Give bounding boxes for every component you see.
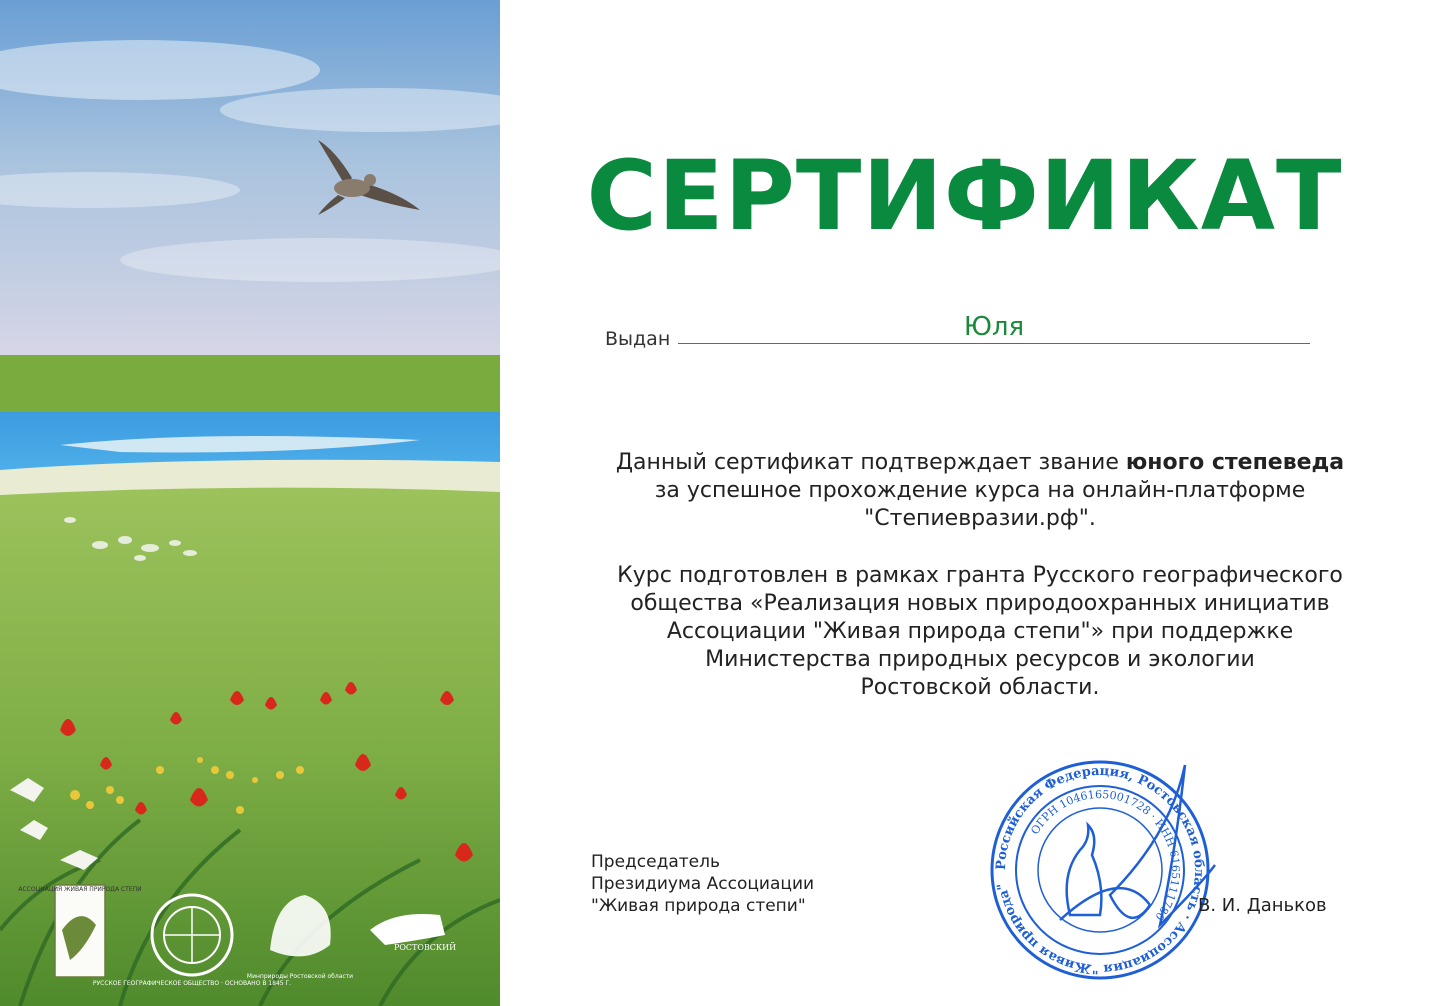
confirmation-line3: "Степиевразии.рф". bbox=[864, 506, 1096, 531]
chair-title bbox=[591, 851, 814, 917]
chair-line2: Президиума Ассоциации bbox=[591, 874, 815, 894]
confirmation-line1: Данный сертификат подтверждает звание bbox=[615, 450, 1126, 475]
logo3-label: Минприроды Ростовской области bbox=[246, 973, 354, 980]
grant-line4: Министерства природных ресурсов и экологии bbox=[705, 647, 1255, 672]
recipient-name: Юля bbox=[963, 312, 1025, 342]
stamp-ring-text: Российская Федерация, Ростовская область · Ассоциация "Живая природа" bbox=[993, 763, 1207, 977]
grant-paragraph bbox=[560, 562, 1400, 702]
logo4-label: РОСТОВСКИЙ bbox=[393, 943, 457, 952]
grant-line3: Ассоциации "Живая природа степи"» при поддержке bbox=[666, 619, 1294, 644]
official-stamp bbox=[970, 745, 1230, 985]
steppe-illustration bbox=[0, 0, 500, 1006]
chair-line1: Председатель bbox=[591, 852, 721, 872]
grant-line1: Курс подготовлен в рамках гранта Русского географического bbox=[617, 563, 1343, 588]
recipient-underline bbox=[678, 343, 1310, 344]
certificate-content bbox=[500, 0, 1429, 1006]
logo1-label: АССОЦИАЦИЯ ЖИВАЯ ПРИРОДА СТЕПИ bbox=[18, 886, 142, 893]
grant-line2: общества «Реализация новых природоохранных инициатив bbox=[630, 591, 1330, 616]
title-young-stepeved: юного степеведа bbox=[1125, 450, 1345, 475]
logo-rgo bbox=[152, 895, 232, 975]
certificate-title: СЕРТИФИКАТ bbox=[586, 140, 1343, 252]
signer-name: В. И. Даньков bbox=[1198, 895, 1327, 916]
logo2-label: РУССКОЕ ГЕОГРАФИЧЕСКОЕ ОБЩЕСТВО · ОСНОВАНО В 1845 Г. bbox=[92, 980, 292, 987]
issued-label: Выдан bbox=[605, 328, 671, 350]
stamp-ids: ОГРН 1046165001728 · ИНН 6165111780 bbox=[1028, 787, 1183, 923]
confirmation-paragraph bbox=[560, 449, 1400, 533]
chair-line3: "Живая природа степи" bbox=[591, 896, 806, 916]
grant-line5: Ростовской области. bbox=[860, 675, 1100, 700]
logo-zhivaya-priroda bbox=[55, 885, 105, 977]
confirmation-line2: за успешное прохождение курса на онлайн-платформе bbox=[654, 478, 1306, 503]
